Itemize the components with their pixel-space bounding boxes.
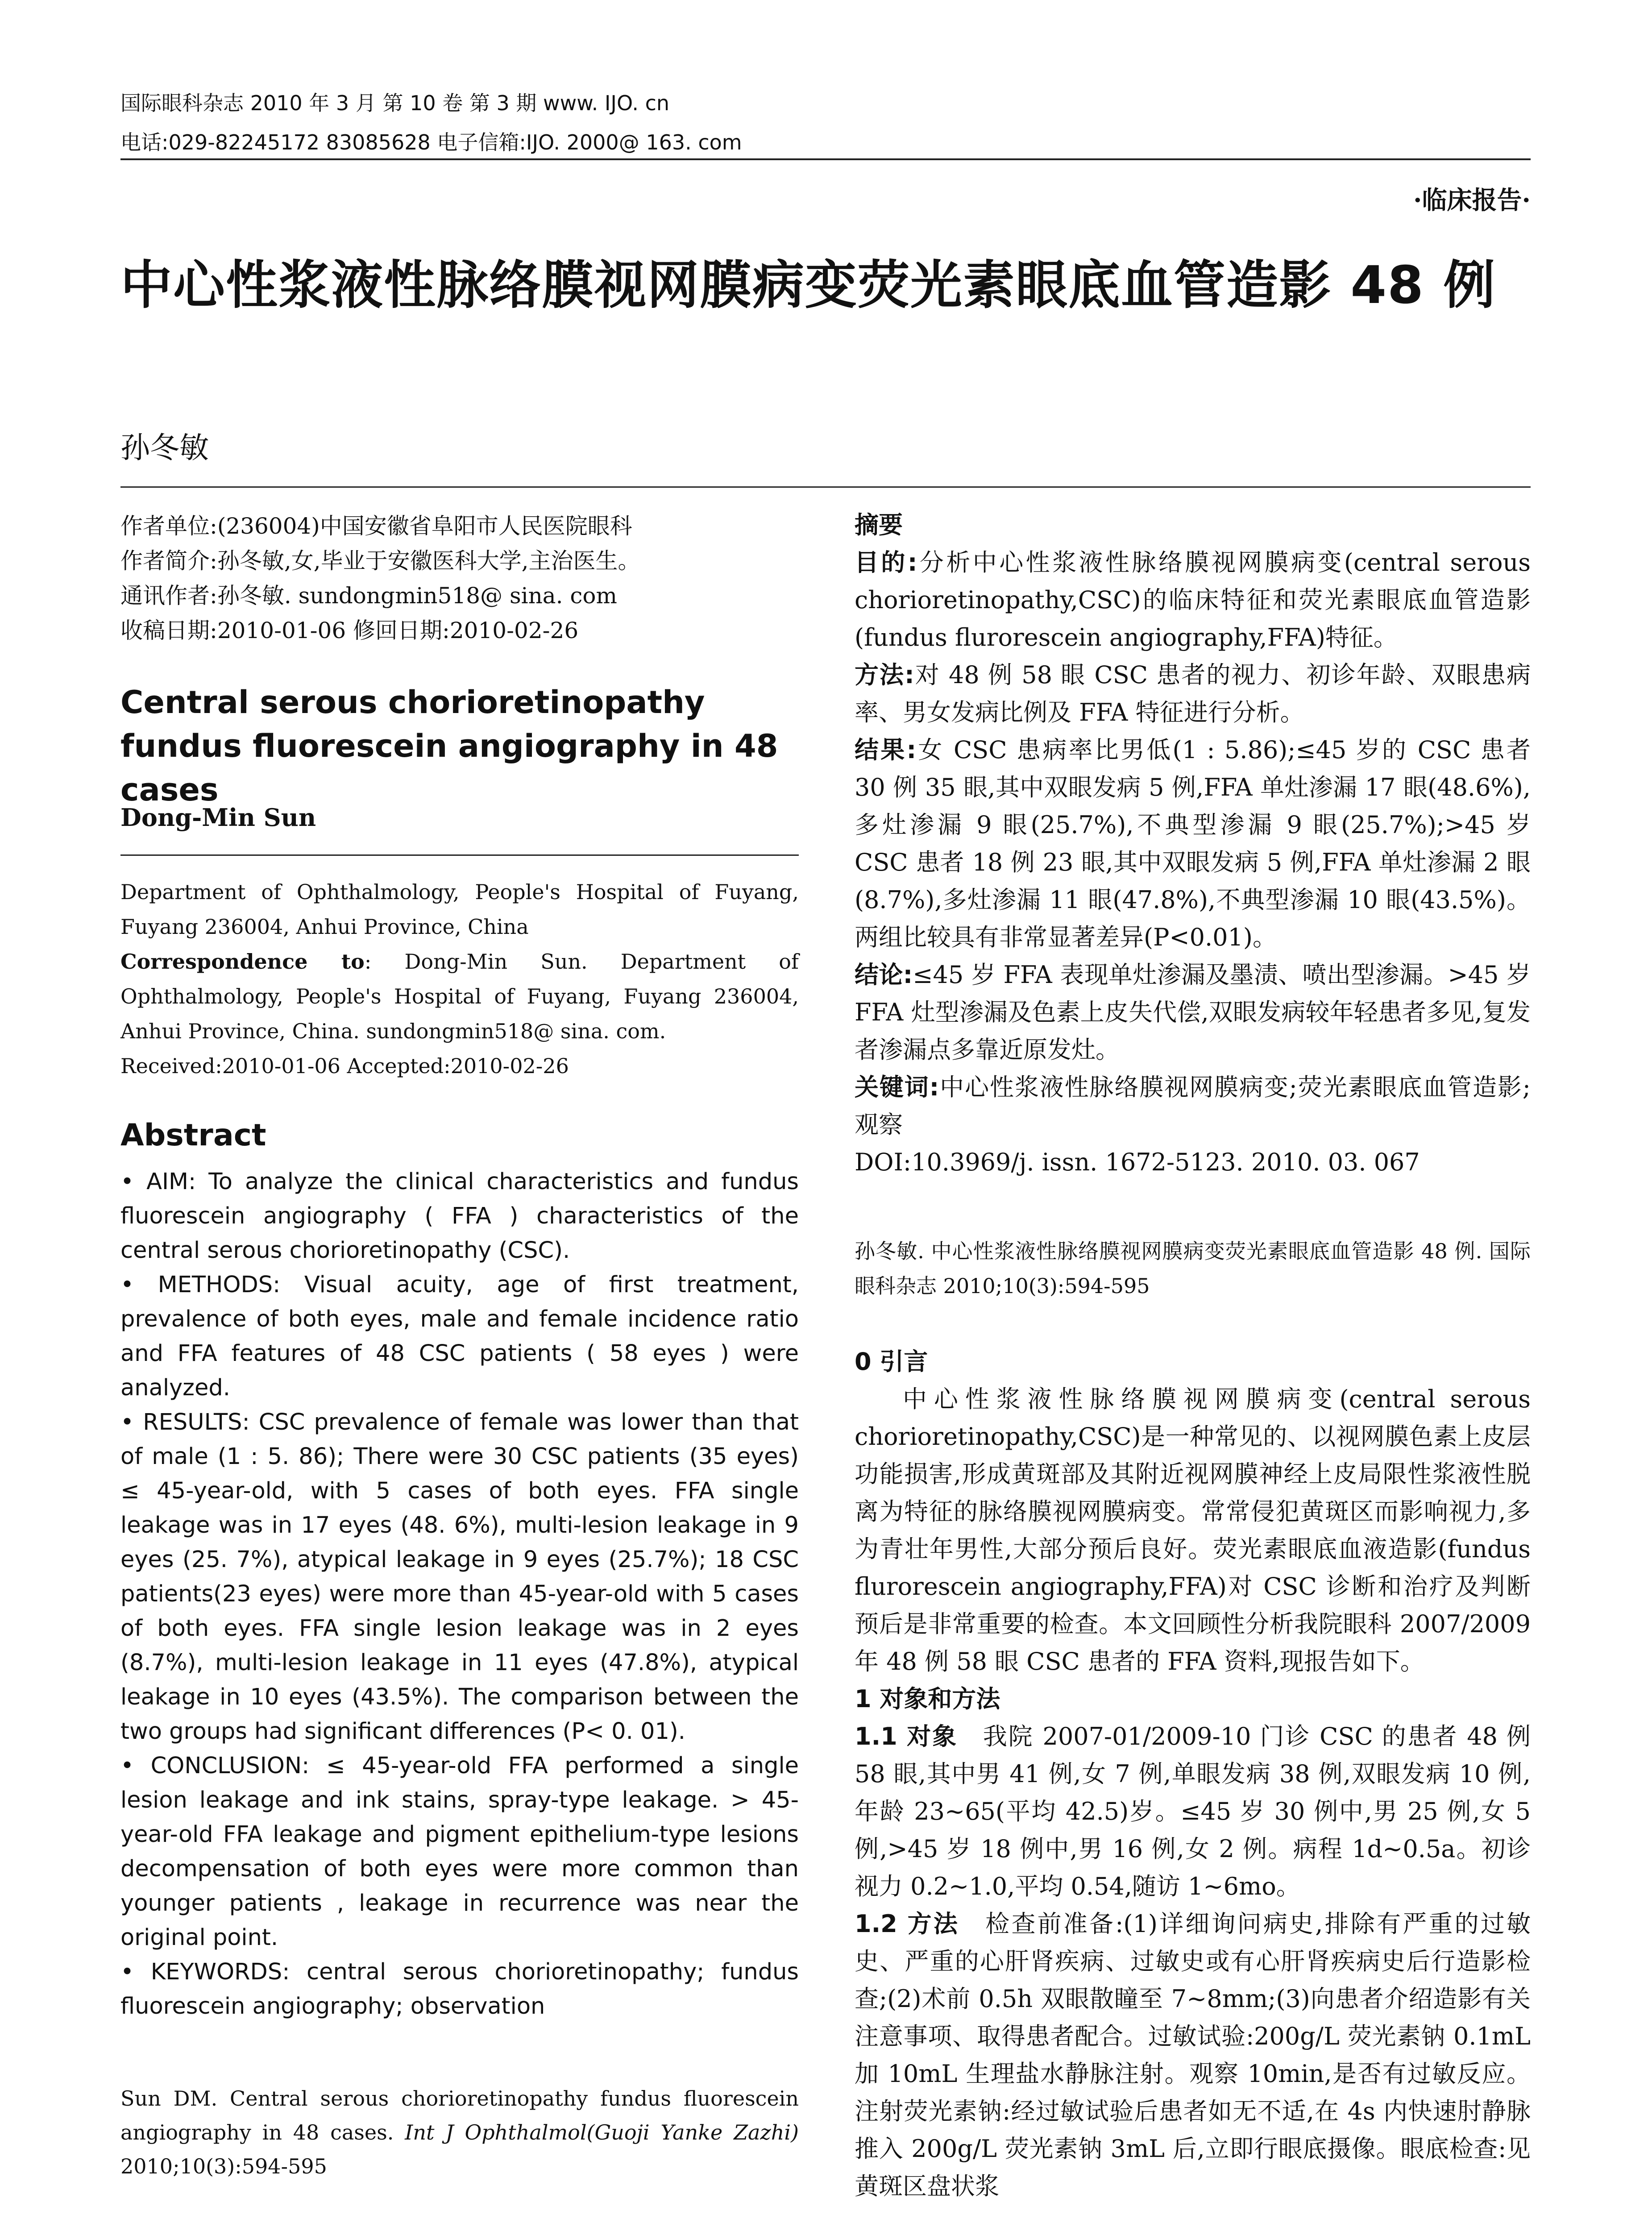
abstract-cn-conclusion-label: 结论: (855, 961, 913, 989)
abstract-cn-aim-label: 目的: (855, 548, 917, 576)
abstract-cn-methods-text: 对 48 例 58 眼 CSC 患者的视力、初诊年龄、双眼患病率、男女发病比例及 FFA 特征进行分析。 (855, 661, 1531, 726)
body-text (855, 1343, 1531, 2205)
meta-dates: 收稿日期:2010-01-06 修回日期:2010-02-26 (120, 618, 579, 643)
correspondence-label: Correspondence to (120, 950, 365, 974)
author-rule (120, 854, 799, 856)
citation-cn: 孙冬敏. 中心性浆液性脉络膜视网膜病变荧光素眼底血管造影 48 例. 国际眼科杂志 2010;10(3):594-595 (855, 1239, 1531, 1298)
correspondence-text: : Dong-Min Sun. Department of Ophthalmology, People's Hospital of Fuyang, Fuyang 236004, Anhui Province, China. sundongmin518@ sina. com. (120, 950, 799, 1043)
subjects-text: 我院 2007-01/2009-10 门诊 CSC 的患者 48 例 58 眼,其中男 41 例,女 7 例,单眼发病 38 例,双眼发病 10 例,年龄 23~65(平均 42.5)岁。≤45 岁 30 例中,男 25 例,女 5 例,>45 岁 18 例中,男 16 例,女 2 例。病程 1d~0.5a。初诊视力 0.2~1.0,平均 0.54,随访 1~6mo。 (855, 1722, 1531, 1900)
author-name-cn: 孙冬敏 (120, 431, 209, 465)
title-rule (120, 486, 1531, 488)
abstract-conclusion: • CONCLUSION: ≤ 45-year-old FFA performed a single lesion leakage and ink stains, spray-type leakage. > 45-year-old FFA leakage and pigment epithelium-type lesions decompensation of both eyes were more common than younger patients , leakage in recurrence was near the original point. (120, 1753, 799, 1951)
abstract-aim: • AIM: To analyze the clinical characteristics and fundus fluorescein angiography ( FFA ) characteristics of the central serous chorioretinopathy (CSC). (120, 1169, 799, 1264)
method-label: 1.2 方法 (855, 1910, 960, 1938)
doi: DOI:10.3969/j. issn. 1672-5123. 2010. 03. 067 (855, 1148, 1420, 1176)
abstract-cn-keywords (855, 1069, 1531, 1144)
running-header-line2: 电话:029-82245172 83085628 电子信箱:IJO. 2000@ 163. com (120, 130, 742, 154)
citation-en-text: Sun DM. Central serous chorioretinopathy fundus fluorescein angiography in 48 cases. (120, 2086, 799, 2144)
abstract-cn-results (855, 731, 1531, 956)
method-paragraph (855, 1905, 1531, 2205)
citation-en-tail: 2010;10(3):594-595 (120, 2154, 327, 2178)
received-accepted: Received:2010-01-06 Accepted:2010-02-26 (120, 1054, 569, 1078)
english-author: Dong-Min Sun (120, 803, 316, 832)
abstract-cn-methods-label: 方法: (855, 661, 914, 689)
citation-en-journal: Int J Ophthalmol(Guoji Yanke Zazhi) (405, 2120, 799, 2144)
header-rule (120, 158, 1531, 160)
author-meta-cn (120, 509, 799, 648)
methods-heading: 1 对象和方法 (855, 1685, 1000, 1713)
section-tag: ·临床报告· (1413, 186, 1531, 215)
running-header-line1: 国际眼科杂志 2010 年 3 月 第 10 卷 第 3 期 www. IJO. cn (120, 91, 670, 115)
article-title: 中心性浆液性脉络膜视网膜病变荧光素眼底血管造影 48 例 (120, 255, 1496, 315)
affiliation-block (120, 875, 799, 1083)
correspondence (120, 944, 799, 1049)
method-text: 检查前准备:(1)详细询问病史,排除有严重的过敏史、严重的心肝肾疾病、过敏史或有心肝肾疾病史后行造影检查;(2)术前 0.5h 双眼散瞳至 7~8mm;(3)向患者介绍造影有关注意事项、取得患者配合。过敏试验:200g/L 荧光素钠 0.1mL 加 10mL 生理盐水静脉注射。观察 10min,是否有过敏反应。注射荧光素钠:经过敏试验后患者如无不适,在 4s 内快速肘静脉推入 200g/L 荧光素钠 3mL 后,立即行眼底摄像。眼底检查:见黄斑区盘状浆 (855, 1910, 1531, 2200)
citation-en (120, 2082, 799, 2183)
subjects-paragraph (855, 1718, 1531, 1905)
meta-bio: 作者简介:孙冬敏,女,毕业于安徽医科大学,主治医生。 (120, 548, 640, 574)
abstract-cn-keywords-text: 中心性浆液性脉络膜视网膜病变;荧光素眼底血管造影;观察 (855, 1073, 1531, 1139)
abstract-cn (855, 506, 1531, 1181)
abstract-heading: Abstract (120, 1118, 266, 1153)
intro-heading: 0 引言 (855, 1348, 928, 1376)
abstract-en (120, 1165, 799, 2024)
abstract-cn-methods (855, 656, 1531, 731)
abstract-methods: • METHODS: Visual acuity, age of first treatment, prevalence of both eyes, male and female incidence ratio and FFA features of 48 CSC patients ( 58 eyes ) were analyzed. (120, 1272, 799, 1401)
subjects-label: 1.1 对象 (855, 1722, 958, 1750)
abstract-cn-aim-text: 分析中心性浆液性脉络膜视网膜病变(central serous chorioretinopathy,CSC)的临床特征和荧光素眼底血管造影(fundus flurorescein angiography,FFA)特征。 (855, 548, 1531, 651)
abstract-cn-keywords-label: 关键词: (855, 1073, 939, 1101)
abstract-keywords: • KEYWORDS: central serous chorioretinopathy; fundus fluorescein angiography; observation (120, 1959, 799, 2020)
abstract-cn-results-text: 女 CSC 患病率比男低(1 : 5.86);≤45 岁的 CSC 患者 30 例 35 眼,其中双眼发病 5 例,FFA 单灶渗漏 17 眼(48.6%),多灶渗漏 9 眼(25.7%),不典型渗漏 9 眼(25.7%);>45 岁 CSC 患者 18 例 23 眼,其中双眼发病 5 例,FFA 单灶渗漏 2 眼(8.7%),多灶渗漏 11 眼(47.8%),不典型渗漏 10 眼(43.5%)。两组比较具有非常显著差异(P<0.01)。 (855, 736, 1531, 951)
abstract-cn-heading: 摘要 (855, 511, 903, 539)
intro-paragraph: 中心性浆液性脉络膜视网膜病变(central serous chorioretinopathy,CSC)是一种常见的、以视网膜色素上皮层功能损害,形成黄斑部及其附近视网膜神经上皮局限性浆液性脱离为特征的脉络膜视网膜病变。常常侵犯黄斑区而影响视力,多为青壮年男性,大部分预后良好。荧光素眼底血液造影(fundus flurorescein angiography,FFA)对 CSC 诊断和治疗及判断预后是非常重要的检查。本文回顾性分析我院眼科 2007/2009 年 48 例 58 眼 CSC 患者的 FFA 资料,现报告如下。 (855, 1385, 1531, 1675)
english-title: Central serous chorioretinopathy fundus fluorescein angiography in 48 cases (120, 684, 778, 808)
abstract-results: • RESULTS: CSC prevalence of female was lower than that of male (1 : 5. 86); There were 30 CSC patients (35 eyes) ≤ 45-year-old, with 5 cases of both eyes. FFA single leakage was in 17 eyes (48. 6%), multi-lesion leakage in 9 eyes (25. 7%), atypical leakage in 9 eyes (25.7%); 18 CSC patients(23 eyes) were more than 45-year-old with 5 cases of both eyes. FFA single lesion leakage was in 2 eyes (8.7%), multi-lesion leakage in 11 eyes (47.8%), atypical leakage in 10 eyes (43.5%). The comparison between the two groups had significant differences (P< 0. 01). (120, 1409, 799, 1745)
abstract-cn-conclusion (855, 956, 1531, 1069)
abstract-cn-aim (855, 544, 1531, 656)
meta-corresponding: 通讯作者:孙冬敏. sundongmin518@ sina. com (120, 583, 617, 609)
abstract-cn-results-label: 结果: (855, 736, 917, 764)
affiliation-dept: Department of Ophthalmology, People's Hospital of Fuyang, Fuyang 236004, Anhui Province, China (120, 880, 799, 939)
meta-unit: 作者单位:(236004)中国安徽省阜阳市人民医院眼科 (120, 513, 632, 539)
abstract-cn-conclusion-text: ≤45 岁 FFA 表现单灶渗漏及墨渍、喷出型渗漏。>45 岁 FFA 灶型渗漏及色素上皮失代偿,双眼发病较年轻患者多见,复发者渗漏点多靠近原发灶。 (855, 961, 1531, 1064)
